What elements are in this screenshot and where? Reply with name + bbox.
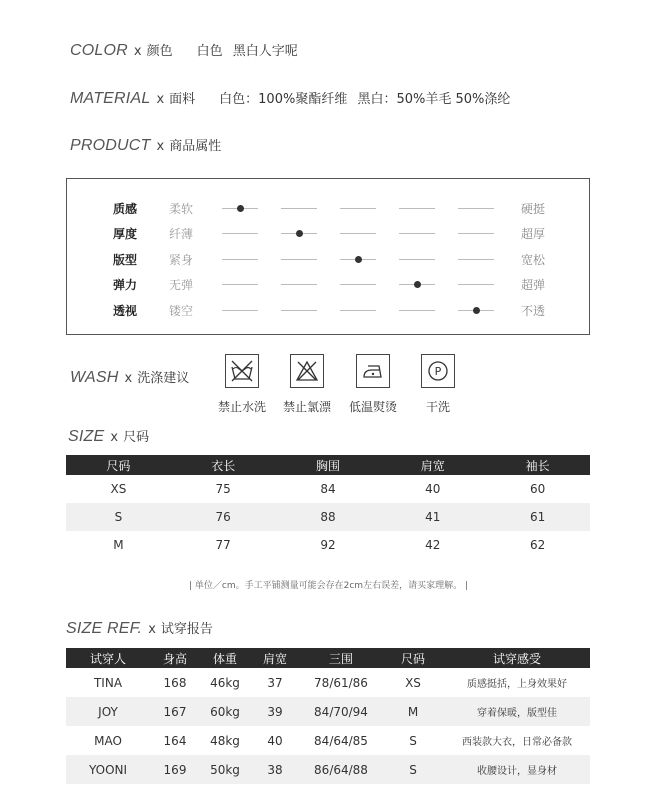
wash-label-text: 低温熨烫 [348,400,397,414]
scale-segment [340,284,376,285]
separator-x: x [133,44,142,59]
color-value: 白色 [196,44,223,59]
attribute-high-label: 超厚 [521,227,546,241]
scale-segment [458,259,494,260]
table-cell: 质感挺括，上身效果好 [467,679,567,690]
attribute-name: 版型 [113,253,138,267]
table-cell: 84/70/94 [300,697,382,726]
table-cell: 92 [320,538,336,552]
attribute-high-label: 超弹 [521,278,546,292]
attribute-row [67,200,589,220]
wash-item [408,354,468,415]
column-header: 试穿人 [66,648,150,668]
attribute-high-label: 宽松 [521,253,546,267]
attribute-low-label: 无弹 [169,278,194,292]
table-cell: 60kg [200,697,250,726]
attribute-low-label: 镂空 [169,304,194,318]
table-cell: S [382,755,444,784]
color-label: 颜色 [146,44,173,59]
table-cell: 78/61/86 [314,675,368,690]
scale-segment [340,233,376,234]
column-header: 三围 [300,648,382,668]
material-label: 面料 [169,92,196,107]
scale-marker [414,281,421,288]
no-bleach-icon [290,354,324,388]
column-header: 尺码 [382,648,444,668]
material-value: 黑白：50%羊毛 50%涤纶 [357,92,511,107]
table-cell: XS [405,675,421,690]
attribute-name: 弹力 [113,278,138,292]
column-header: 肩宽 [380,455,485,475]
table-cell: 48kg [210,733,240,748]
table-cell: 84 [320,482,336,496]
column-header: 尺码 [66,455,171,475]
table-cell: 86/64/88 [300,755,382,784]
attribute-low-label: 柔软 [169,202,194,216]
attribute-row [67,225,589,245]
table-cell: 37 [267,675,283,690]
table-cell: 164 [163,733,187,748]
column-header: 胸围 [276,455,381,475]
scale-marker [296,230,303,237]
scale-segment [399,310,435,311]
scale-segment [399,233,435,234]
column-header: 袖长 [485,455,590,475]
size-ref-line [66,618,213,638]
table-cell: MAO [94,733,122,748]
separator-x: x [124,371,133,386]
attribute-low-label: 紧身 [169,253,194,267]
product-line [70,135,221,155]
material-values [219,88,516,107]
table-cell: 41 [380,503,485,531]
size-line [68,426,149,446]
table-cell: 50kg [200,755,250,784]
scale-segment [399,208,435,209]
table-cell: 60 [529,482,546,496]
table-cell: M [382,697,444,726]
table-cell: 40 [267,733,283,748]
size-heading: SIZE [68,428,105,445]
scale-marker [355,256,362,263]
table-row [66,475,590,503]
size-table-header [66,455,590,475]
table-cell: 61 [485,503,590,531]
wash-line [70,367,189,387]
wash-label: 洗涤建议 [137,371,190,386]
color-line [70,40,304,60]
separator-x: x [110,430,119,445]
table-cell: 168 [163,675,187,690]
scale-segment [458,208,494,209]
table-cell: 62 [529,538,546,552]
low-iron-icon [356,354,390,388]
wash-label-text: 干洗 [425,400,450,414]
table-cell: XS [110,482,127,496]
color-value: 黑白人字呢 [232,44,298,59]
table-cell: JOY [66,697,150,726]
scale-marker [237,205,244,212]
material-value: 白色：100%聚酯纤维 [219,92,348,107]
table-cell: 167 [150,697,200,726]
svg-text:P: P [434,365,442,378]
wash-label-text: 禁止水洗 [217,400,266,414]
separator-x: x [156,139,165,154]
scale-segment [340,310,376,311]
table-cell: 西装款大衣，日常必备款 [462,737,572,748]
scale-segment [222,233,258,234]
scale-segment [281,208,317,209]
table-row [66,531,590,559]
column-header: 肩宽 [250,648,300,668]
attribute-high-label: 不透 [521,304,546,318]
table-cell: S [66,503,171,531]
attribute-low-label: 纤薄 [169,227,194,241]
column-header: 试穿感受 [444,648,590,668]
table-cell: 169 [150,755,200,784]
scale-segment [281,310,317,311]
product-label: 商品属性 [169,139,222,154]
size-note: | 单位／cm。手工平铺测量可能会存在2cm左右误差，请买家理解。 | [189,581,468,591]
size-label: 尺码 [123,430,150,445]
size-ref-table [66,648,590,784]
separator-x: x [148,622,156,637]
separator-x: x [156,92,165,107]
attribute-name: 质感 [113,202,138,216]
size-ref-table-header [66,648,590,668]
wash-item [212,354,272,415]
table-cell: 84/64/85 [314,733,368,748]
attribute-row [67,251,589,271]
size-ref-heading: SIZE REF. [66,620,143,637]
table-row [66,726,590,755]
scale-segment [458,233,494,234]
table-cell: 40 [425,482,441,496]
product-attributes-box [66,178,590,335]
table-cell: S [409,733,417,748]
color-heading: COLOR [70,42,128,59]
table-cell: 75 [215,482,231,496]
table-cell: TINA [93,675,123,690]
product-heading: PRODUCT [70,137,151,154]
scale-segment [222,284,258,285]
column-header: 身高 [150,648,200,668]
table-cell: 38 [250,755,300,784]
scale-segment [281,259,317,260]
size-ref-label: 试穿报告 [160,622,213,637]
column-header: 衣长 [171,455,276,475]
column-header: 体重 [200,648,250,668]
dry-clean-icon [421,354,455,388]
table-cell: M [113,538,124,552]
attribute-high-label: 硬挺 [521,202,546,216]
attribute-row [67,276,589,296]
table-cell: 39 [250,697,300,726]
size-table [66,455,590,559]
table-cell: 76 [171,503,276,531]
table-cell: YOONI [66,755,150,784]
scale-segment [222,310,258,311]
attribute-row [67,302,589,322]
wash-label-text: 禁止氯漂 [282,400,331,414]
scale-segment [222,259,258,260]
table-cell: 77 [215,538,231,552]
wash-heading: WASH [70,369,119,386]
scale-segment [458,284,494,285]
scale-segment [340,208,376,209]
wash-item [277,354,337,415]
table-row [66,755,590,784]
attribute-name: 厚度 [113,227,138,241]
table-row [66,697,590,726]
table-cell: 42 [425,538,441,552]
no-wash-icon [225,354,259,388]
attribute-name: 透视 [113,304,138,318]
table-cell: 88 [276,503,381,531]
scale-segment [281,284,317,285]
table-cell: 穿着保暖，版型佳 [444,697,590,726]
table-row [66,503,590,531]
scale-segment [399,259,435,260]
table-cell: 46kg [210,675,240,690]
wash-item [343,354,403,415]
color-values [197,40,304,59]
material-heading: MATERIAL [70,90,151,107]
scale-marker [473,307,480,314]
material-line [70,88,516,108]
table-cell: 收腰设计，显身材 [444,755,590,784]
table-row [66,668,590,697]
